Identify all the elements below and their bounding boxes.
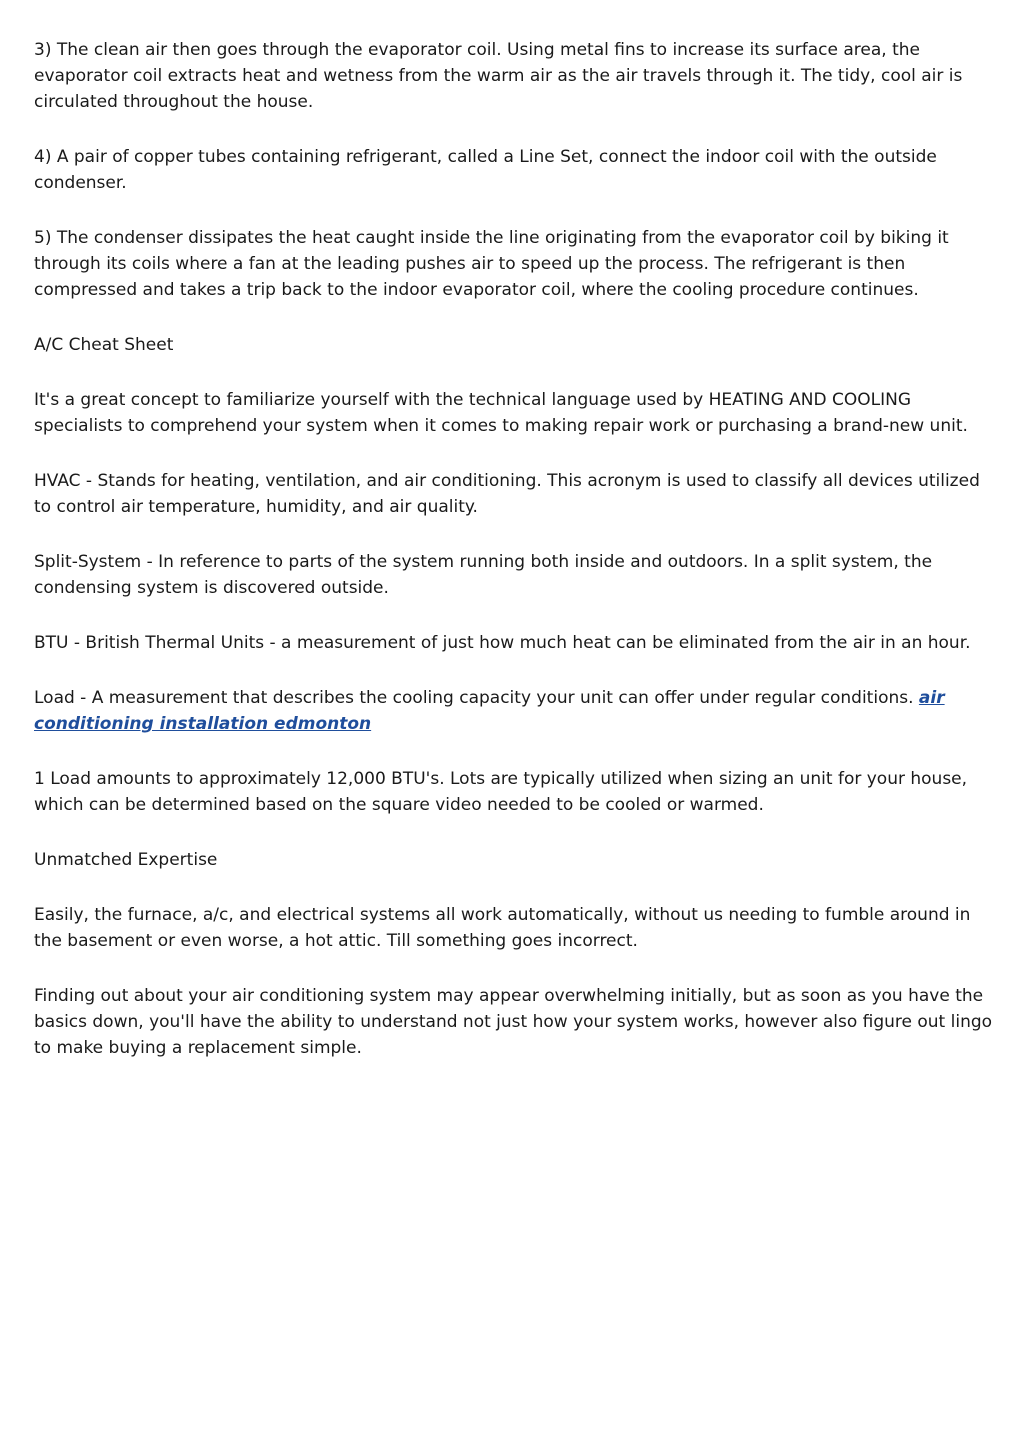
paragraph-load-definition [34,685,994,737]
paragraph-line-set: 4) A pair of copper tubes containing refrigerant, called a Line Set, connect the indoor coil with the outside condenser. [34,147,937,193]
paragraph-evaporator-coil: 3) The clean air then goes through the evaporator coil. Using metal fins to increase its surface area, the evaporator coil extracts heat and wetness from the warm air as the air travels through it. The tidy, cool air is circulated throughout the house. [34,40,963,112]
section-heading-ac-cheat-sheet: A/C Cheat Sheet [34,335,174,355]
paragraph-technical-language: It's a great concept to familiarize yourself with the technical language used by HEATING AND COOLING specialists to comprehend your system when it comes to making repair work or purchasing a brand-new unit. [34,390,968,436]
paragraph-btu-definition: BTU - British Thermal Units - a measurement of just how much heat can be eliminated from the air in an hour. [34,633,971,653]
paragraph-finding-out: Finding out about your air conditioning system may appear overwhelming initially, but as soon as you have the basics down, you'll have the ability to understand not just how your system works, however also figure out lingo to make buying a replacement simple. [34,986,993,1058]
load-definition-text: Load - A measurement that describes the cooling capacity your unit can offer under regular conditions. [34,688,919,708]
paragraph-hvac-definition: HVAC - Stands for heating, ventilation, and air conditioning. This acronym is used to classify all devices utilized to control air temperature, humidity, and air quality. [34,471,980,517]
paragraph-load-btu: 1 Load amounts to approximately 12,000 BTU's. Lots are typically utilized when sizing an unit for your house, which can be determined based on the square video needed to be cooled or warmed. [34,769,968,815]
document-body [34,37,994,1090]
paragraph-systems-automatic: Easily, the furnace, a/c, and electrical systems all work automatically, without us needing to fumble around in the basement or even worse, a hot attic. Till something goes incorrect. [34,905,971,951]
paragraph-condenser: 5) The condenser dissipates the heat caught inside the line originating from the evaporator coil by biking it through its coils where a fan at the leading pushes air to speed up the process. The refrigerant is then compressed and takes a trip back to the indoor evaporator coil, where the cooling procedure continues. [34,228,949,300]
paragraph-split-system-definition: Split-System - In reference to parts of the system running both inside and outdoors. In a split system, the condensing system is discovered outside. [34,552,933,598]
air-conditioning-installation-link[interactable]: air conditioning installation edmonton [34,688,945,734]
section-heading-unmatched-expertise: Unmatched Expertise [34,850,218,870]
